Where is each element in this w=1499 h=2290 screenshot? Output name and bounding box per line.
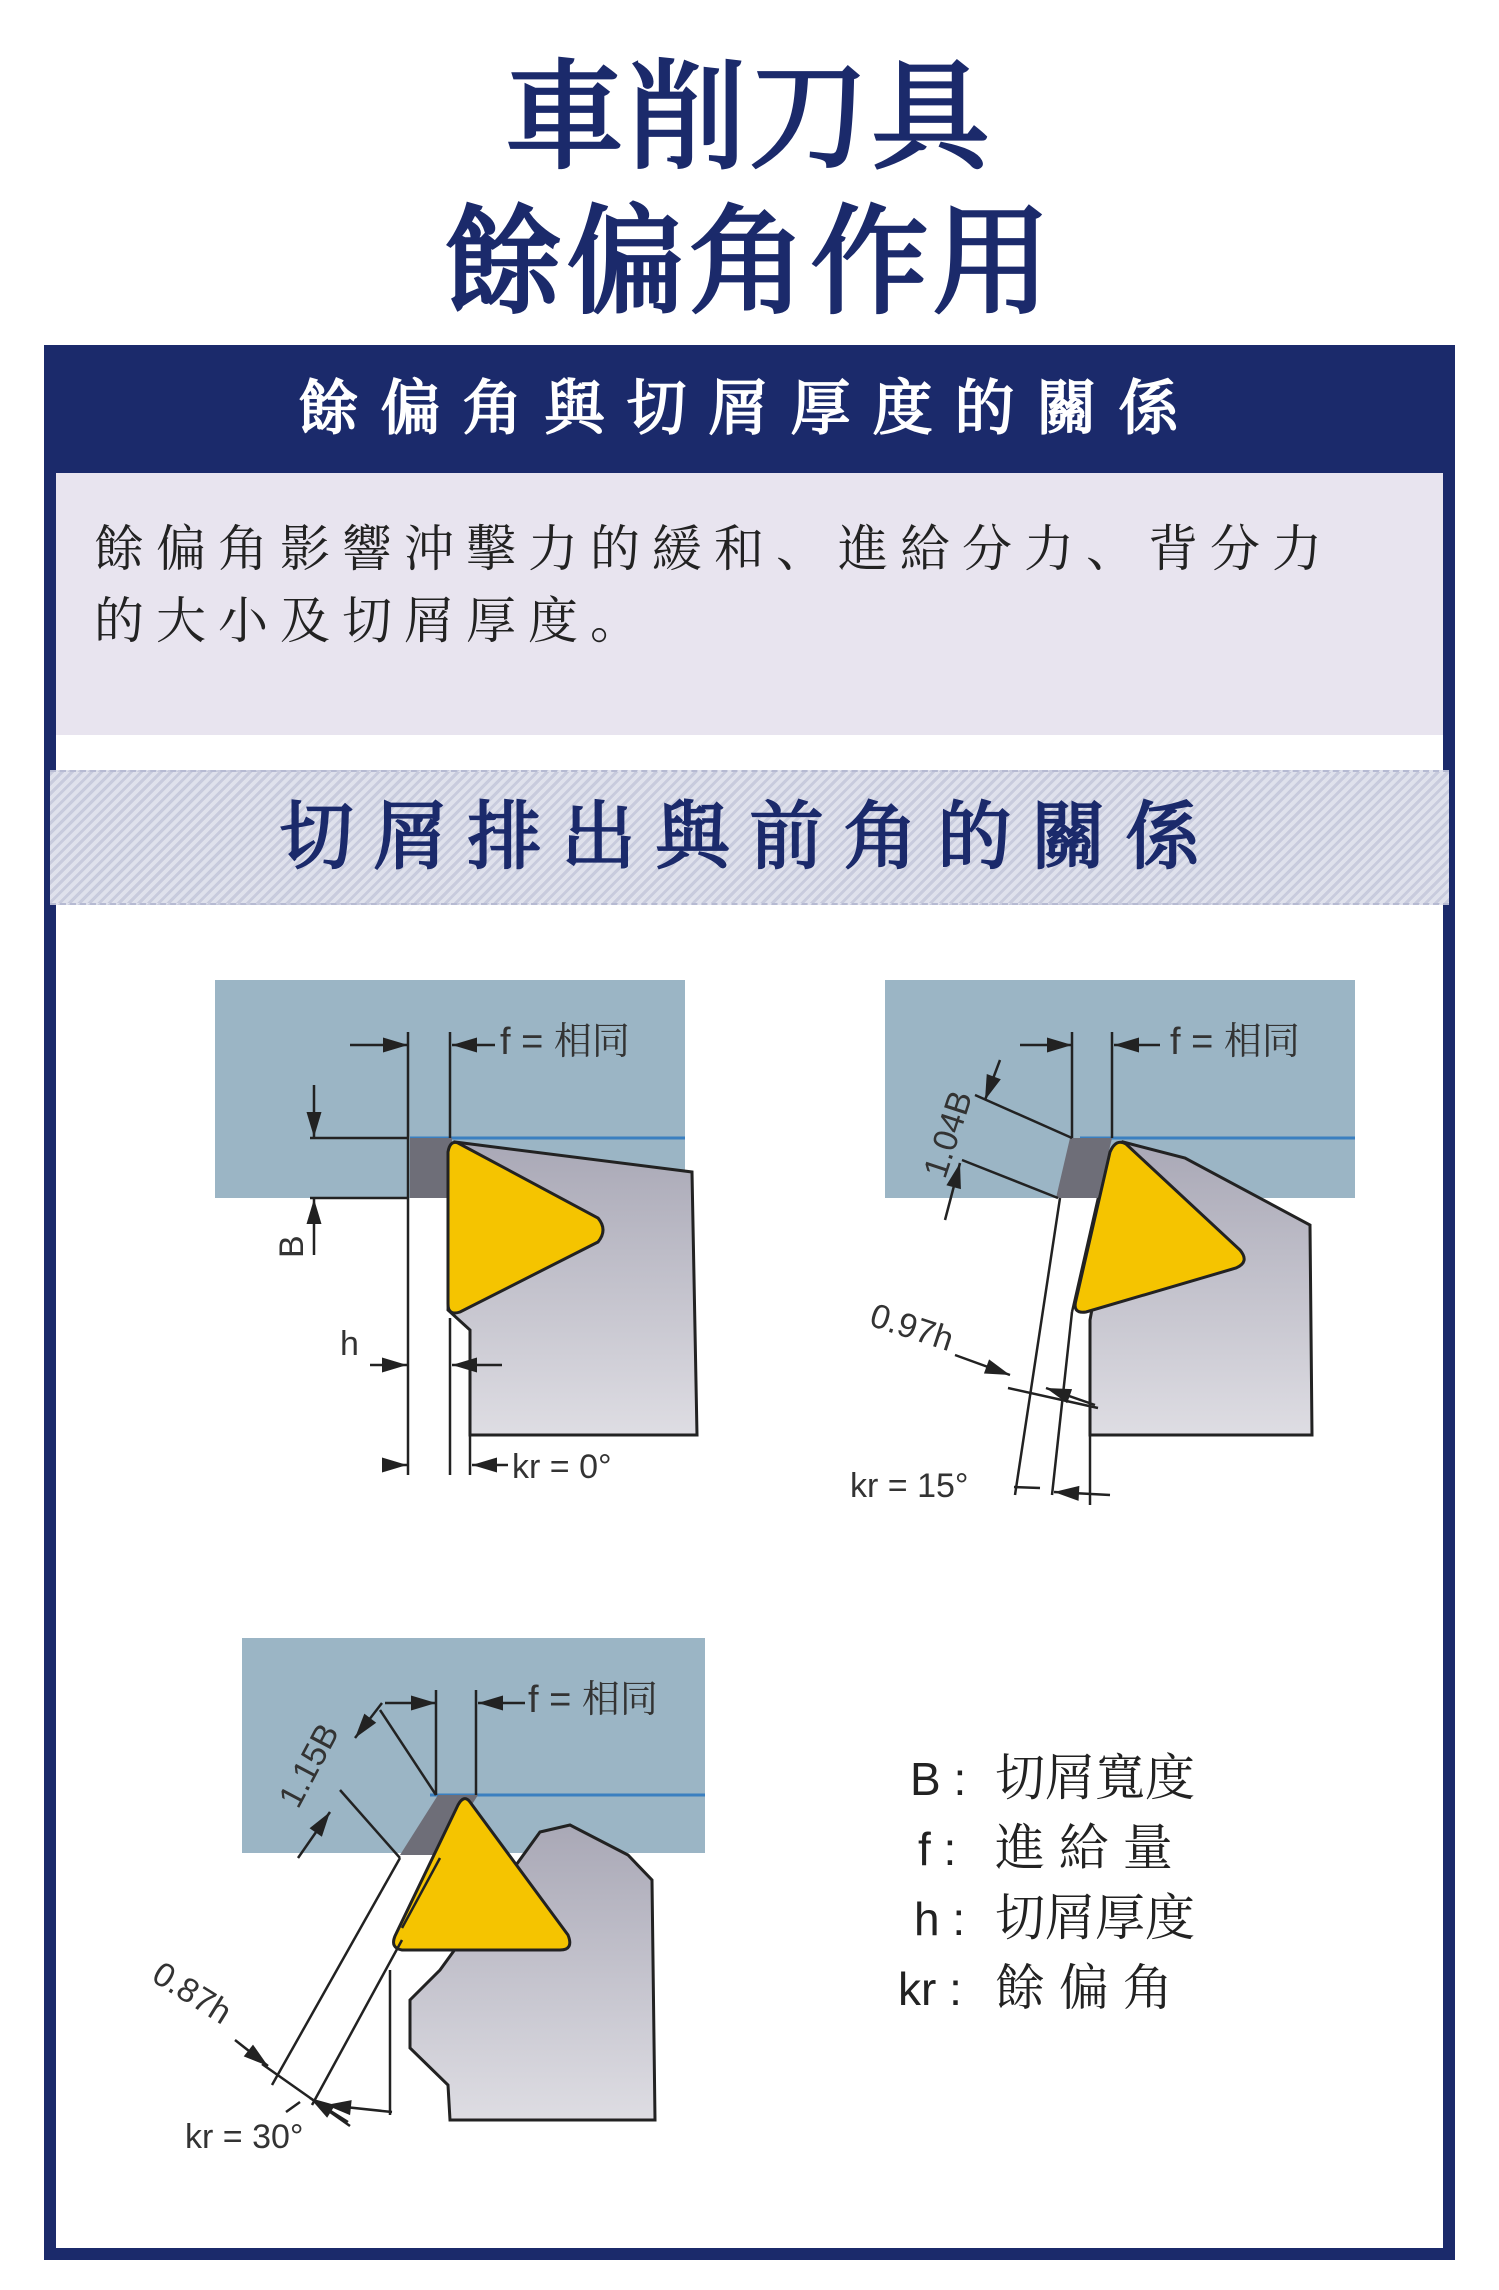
description-line1: 餘偏角影響沖擊力的緩和、進給分力、背分力 <box>94 520 1334 578</box>
f-label: f = 相同 <box>500 1021 630 1063</box>
h-label: 0.87h <box>145 1954 239 2032</box>
b-label: 1.04B <box>916 1086 981 1183</box>
h-label: h <box>340 1325 359 1363</box>
kr-label: kr = 15° <box>850 1467 969 1505</box>
section1-heading: 餘偏角與切屑厚度的關係 <box>44 345 1455 473</box>
page-title-line1: 車削刀具 <box>505 48 994 186</box>
diagram-kr-30 <box>146 1638 705 2156</box>
f-label: f = 相同 <box>528 1679 658 1721</box>
legend-key-f: f : <box>918 1823 957 1875</box>
legend <box>898 1750 1195 2016</box>
b-label: 1.15B <box>271 1717 347 1814</box>
legend-key-kr: kr : <box>898 1963 962 2015</box>
legend-value-kr: 餘 偏 角 <box>995 1960 1173 2016</box>
legend-key-b: B : <box>910 1753 967 1805</box>
b-label: B <box>273 1235 311 1258</box>
h-label: 0.97h <box>865 1296 959 1359</box>
diagram-kr-15 <box>850 980 1355 1505</box>
legend-value-h: 切屑厚度 <box>995 1890 1195 1946</box>
legend-key-h: h : <box>914 1893 966 1945</box>
chip <box>410 1138 452 1198</box>
page-title-line2: 餘偏角作用 <box>444 193 1055 331</box>
section2-heading: 切屑排出與前角的關係 <box>50 770 1449 905</box>
legend-value-b: 切屑寬度 <box>995 1750 1195 1806</box>
diagram-kr-0 <box>215 980 697 1486</box>
legend-value-f: 進 給 量 <box>995 1820 1173 1876</box>
description-line2: 的大小及切屑厚度。 <box>94 592 652 650</box>
kr-label: kr = 30° <box>185 2118 304 2156</box>
kr-label: kr = 0° <box>512 1448 612 1486</box>
f-label: f = 相同 <box>1170 1021 1300 1063</box>
